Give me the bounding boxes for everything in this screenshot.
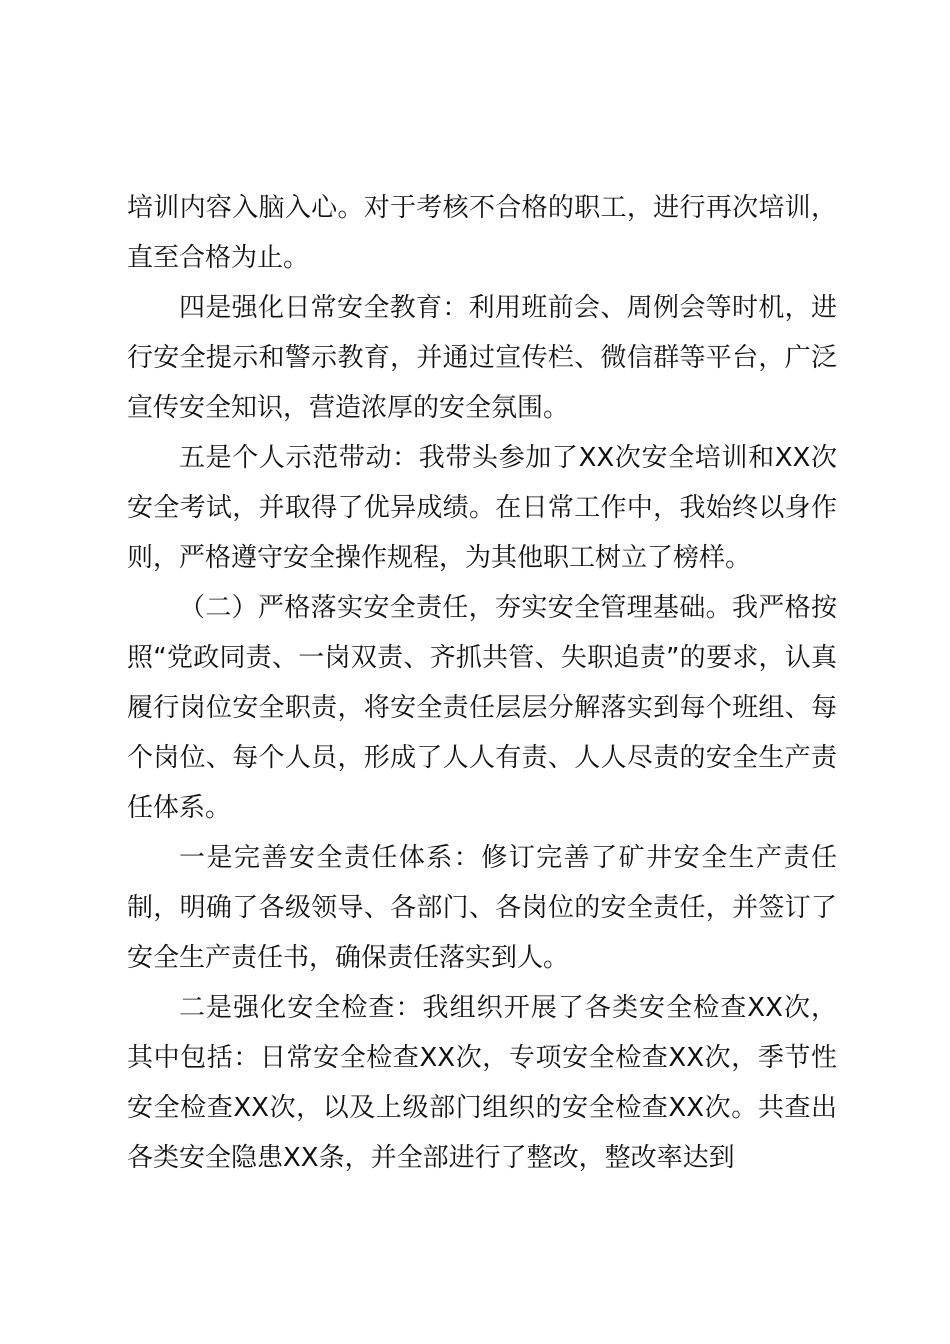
paragraph-safety-education: 四是强化日常安全教育：利用班前会、周例会等时机，进行安全提示和警示教育，并通过宣传栏、微信群等平台，广泛宣传安全知识，营造浓厚的安全氛围。 bbox=[127, 293, 837, 423]
paragraph-section-two: （二）严格落实安全责任，夯实安全管理基础。我严格按照“党政同责、一岗双责、齐抓共管、失职追责”的要求，认真履行岗位安全职责，将安全责任层层分解落实到每个班组、每个岗位、每个人员，形成了人人有责、人人尽责的安全生产责任体系。 bbox=[127, 593, 837, 823]
paragraph-responsibility-system: 一是完善安全责任体系：修订完善了矿井安全生产责任制，明确了各级领导、各部门、各岗位的安全责任，并签订了安全生产责任书，确保责任落实到人。 bbox=[127, 843, 837, 973]
paragraph-safety-inspection: 二是强化安全检查：我组织开展了各类安全检查XX次，其中包括：日常安全检查XX次，专项安全检查XX次，季节性安全检查XX次，以及上级部门组织的安全检查XX次。共查出各类安全隐患XX条，并全部进行了整改，整改率达到 bbox=[127, 993, 837, 1173]
paragraph-personal-example: 五是个人示范带动：我带头参加了XX次安全培训和XX次安全考试，并取得了优异成绩。在日常工作中，我始终以身作则，严格遵守安全操作规程，为其他职工树立了榜样。 bbox=[127, 443, 837, 573]
paragraph-continuation: 培训内容入脑入心。对于考核不合格的职工，进行再次培训，直至合格为止。 bbox=[127, 193, 837, 273]
document-body bbox=[127, 183, 837, 1183]
